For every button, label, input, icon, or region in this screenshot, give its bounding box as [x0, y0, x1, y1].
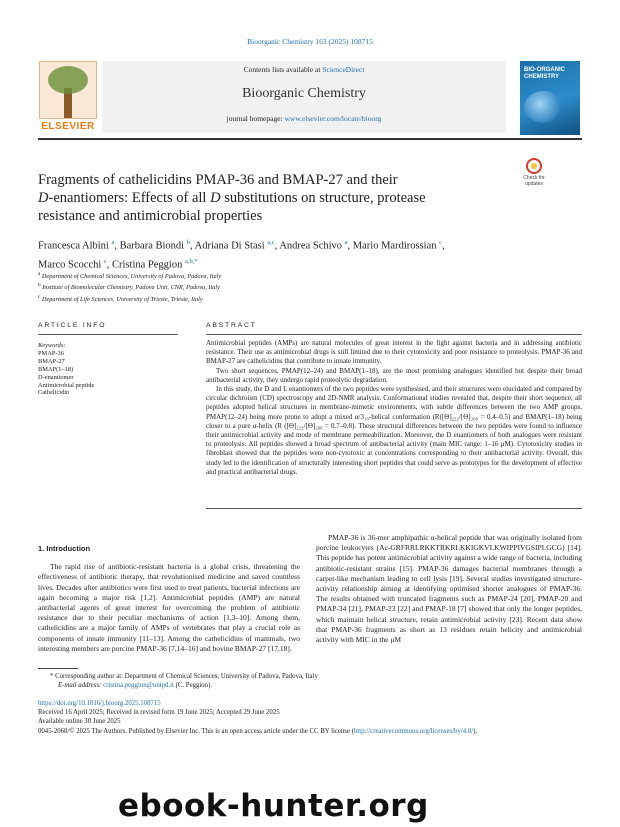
intro-paragraph: The rapid rise of antibiotic-resistant bacteria is a global crisis, threatening the effectiveness of antibiotic therapy, that revolutionised medicine and saved countless lives. Decades after antibiotics were first used to treat patients, bacterial infections are again becoming a major risk [1,2]. Antimicrobial peptides (AMP) are natural antibacterial agents of great interest for overcoming the problem of antibiotic resistance due to their peculiar mechanisms of action [1,3–10]. Among them, cathelicidins are a major family of AMPs of vertebrates that play a crucial role as components of innate immunity [11–13]. Among the cathelicidins of mammals, two interesting members are porcine PMAP-36 [7,14–16] and bovine BMAP-27 [17,18].: [38, 562, 300, 653]
elsevier-logo[interactable]: [38, 61, 98, 133]
header-rule: [38, 138, 582, 140]
journal-title: Bioorganic Chemistry: [242, 86, 366, 101]
introduction-heading: 1. Introduction: [38, 544, 91, 553]
available-online: Available online 30 June 2025: [38, 718, 121, 726]
keyword: PMAP-36: [38, 349, 64, 357]
author-name[interactable]: Andrea Schivo: [279, 240, 343, 252]
elsevier-wordmark: ELSEVIER: [41, 121, 95, 132]
affiliations: [38, 270, 598, 304]
intro-paragraph: PMAP-36 is 36-mer amphipathic α-helical peptide that was originally isolated from porcine leukocytes (Ac-GRFRRLRKKTRKRLKKIGKVLKWIPPIVGSIPLGCG) [14]. This peptide has potent antimicrobial activity against a wide range of bacteria, including antibiotic-resistant strains [15]. PMAP-36 damages bacterial membranes through a carpet-like mechanism leading to cell lysis [19]. Several studies investigated structure-activity relationship aiming at identifying optimised shorter analogues of PMAP-36. The results obtained with truncated fragments such as PMAP-24 [20], PMAP-20 and PMAP-34 [21], PMAP-23 [22] and PMAP-18 [7] showed that only the longer peptides, which maintain helical structure, retain antimicrobial activity [23]. Recent data show that PMAP-36 fragments as short as 13 residues retain helicity and antimicrobial activity with MIC in the μM: [316, 533, 582, 645]
author-name[interactable]: Adriana Di Stasi: [194, 240, 265, 252]
author-name[interactable]: Marco Scocchi: [38, 259, 102, 270]
intro-right-column: [316, 533, 582, 645]
keyword: D-enantiomer: [38, 373, 74, 381]
sciencedirect-link[interactable]: ScienceDirect: [322, 65, 365, 74]
abstract-heading: ABSTRACT: [206, 322, 257, 329]
affiliation: $^b$ Institute of Biomolecular Chemistry, Padova Unit, CNR, Padova, Italy: [38, 282, 220, 292]
doi-link[interactable]: https://doi.org/10.1016/j.bioorg.2025.108715: [38, 700, 161, 707]
article-info-rule: [38, 334, 178, 335]
corresponding-author-footnote: * Corresponding author at: Department of Chemical Sciences, University of Padova, Padova, Italy E-mail address: cristina.peggion@unipd.it (C. Peggion).: [38, 668, 582, 690]
intro-left-column: [38, 544, 300, 654]
homepage-link[interactable]: www.elsevier.com/locate/bioorg: [284, 114, 382, 123]
license-link[interactable]: http://creativecommons.org/licenses/by/4.0/: [353, 727, 474, 735]
journal-reference[interactable]: Bioorganic Chemistry 163 (2025) 108715: [247, 37, 373, 46]
abstract-bottom-rule: [206, 508, 582, 509]
footnote-rule: [38, 668, 78, 669]
keywords-block: [38, 342, 178, 397]
email-link[interactable]: cristina.peggion@unipd.it: [103, 682, 174, 689]
journal-header: [38, 61, 582, 135]
article-info-heading: ARTICLE INFO: [38, 322, 107, 329]
author-name[interactable]: Mario Mardirossian: [352, 240, 437, 252]
abstract-paragraph: Antimicrobial peptides (AMPs) are natural molecules of great interest in the fight against bacteria and in addressing antibiotic resistance. Their use as antimicrobial drugs is still limited due to their cytotoxicity and poor resistance to proteolysis. PMAP-36 and BMAP-27 are cathelicidins that contribute to innate immunity.: [206, 339, 582, 366]
journal-cover[interactable]: [520, 61, 580, 135]
keyword: BMAP-27: [38, 357, 65, 365]
abstract-paragraph: In this study, the D and L enantiomers of the two peptides were synthesised, and their structures were elucidated and compared by circular dichroism (CD) spectroscopy and 2D-NMR analysis. Conformational studies revealed that, despite their short sequence, all peptides adopted helical structures in membrane-mimetic environments, with subtle differences between the two AMP groups, PMAP(12–24) being more prone to adopt a mixed α/3₁₀-helical conformation (R([Θ]₂₂₂/[Θ]₂₀₈ = 0.4–0.5) and BMAP(1–18) being closer to a pure α-helix (R ([Θ]₂₂₂/[Θ]₂₀₈ = 0.7–0.8). These structural differences between the two peptides were found to influence their antimicrobial activity and mode of membrane permeabilization. Moreover, the D enantiomers of both analogues were resistant to proteolysis. All peptides showed a broad spectrum of antibacterial activity (main MIC range: 1–16 μM). Cytotoxicity studies in fibroblast showed that the peptides were non-cytotoxic at concentrations corresponding to their antibacterial activity. Overall, this study led to the identification of structurally interesting short peptides that could serve as prototypes for the development of effective and practical antibacterial drugs.: [206, 385, 582, 476]
check-updates-icon: [526, 158, 542, 174]
abstract-paragraph: Two short sequences, PMAP(12–24) and BMAP(1–18), are the most promising analogues identified but despite their broad antibacterial activity, they undergo rapid proteolytic degradation.: [206, 366, 582, 384]
journal-masthead: [102, 61, 506, 133]
author-name[interactable]: Barbara Biondi: [119, 240, 185, 252]
keyword: BMAP(1–18): [38, 365, 74, 373]
received-dates: Received 16 April 2025; Received in revised form 19 June 2025; Accepted 29 June 2025: [38, 709, 280, 717]
journal-homepage: journal homepage: www.elsevier.com/locate/bioorg: [226, 114, 382, 123]
cover-title: BIO-ORGANIC CHEMISTRY: [524, 67, 565, 80]
author-list: Francesca Albini $^a$, Barbara Biondi $^b$, Adriana Di Stasi $^{a,c}$, Andrea Schivo $^a$, Mario Mardirossian $^c$, Marco Scocchi $^c$, Cristina Peggion $^{a,b,*}$: [38, 239, 445, 270]
affiliation: $^a$ Department of Chemical Sciences, University of Padova, Padova, Italy: [38, 271, 222, 281]
abstract-text: [206, 339, 582, 477]
check-for-updates-badge[interactable]: Check for updates: [519, 158, 549, 186]
article-metadata: [38, 699, 598, 736]
elsevier-tree-icon: [39, 61, 97, 119]
keywords-label: Keywords:: [38, 342, 66, 349]
paper-title: Fragments of cathelicidins PMAP-36 and BMAP-27 and their D-enantiomers: Effects of all D substitutions on structure, protease resistance and antimicrobial properties: [38, 172, 426, 224]
author-name[interactable]: Francesca Albini: [38, 240, 109, 252]
keyword: Antimicrobial peptide: [38, 381, 95, 389]
abstract-rule: [206, 334, 582, 335]
affiliation: $^c$ Department of Life Sciences, University of Trieste, Trieste, Italy: [38, 293, 203, 303]
watermark-text: ebook-hunter.org: [118, 788, 429, 824]
author-name[interactable]: Cristina Peggion: [112, 259, 183, 270]
keyword: Cathelicidin: [38, 389, 70, 397]
cover-art: [524, 91, 564, 123]
license-line: 0045-2068/© 2025 The Authors. Published by Elsevier Inc. This is an open access article under the CC BY license (http://creativecommons.org/licenses/by/4.0/).: [38, 727, 478, 735]
contents-line: Contents lists available at ScienceDirect: [243, 65, 365, 74]
